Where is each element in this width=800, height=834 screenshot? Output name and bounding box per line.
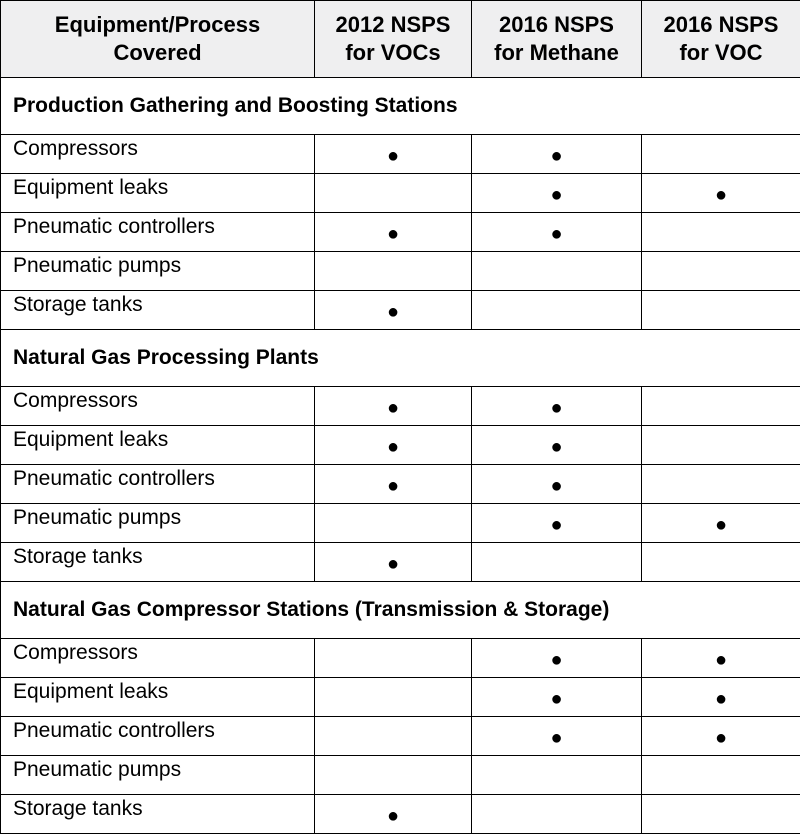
coverage-cell [472,678,642,717]
coverage-cell [472,543,642,582]
coverage-cell [472,795,642,834]
coverage-cell [472,213,642,252]
section-row [1,78,800,135]
table-row [1,387,800,426]
coverage-cell [472,426,642,465]
coverage-cell [642,174,800,213]
equipment-name: Equipment leaks [1,678,315,717]
equipment-name: Storage tanks [1,795,315,834]
bullet-mark-icon: ● [550,688,562,710]
equipment-name: Pneumatic controllers [1,717,315,756]
coverage-cell [642,543,800,582]
bullet-mark-icon: ● [550,475,562,497]
coverage-cell [642,639,800,678]
coverage-cell [315,795,472,834]
equipment-name: Compressors [1,135,315,174]
table-row [1,291,800,330]
bullet-mark-icon: ● [550,397,562,419]
coverage-cell [472,135,642,174]
coverage-cell [315,213,472,252]
table-row [1,678,800,717]
table-row [1,756,800,795]
table-row [1,639,800,678]
table-row [1,213,800,252]
coverage-cell [472,252,642,291]
coverage-cell [642,135,800,174]
coverage-cell [315,291,472,330]
bullet-mark-icon: ● [550,514,562,536]
coverage-cell [315,678,472,717]
coverage-cell [642,795,800,834]
coverage-cell [472,639,642,678]
table-row [1,795,800,834]
table-row [1,504,800,543]
table-row [1,135,800,174]
equipment-name: Pneumatic pumps [1,504,315,543]
bullet-mark-icon: ● [387,475,399,497]
bullet-mark-icon: ● [387,553,399,575]
bullet-mark-icon: ● [550,223,562,245]
coverage-cell [472,504,642,543]
coverage-cell [315,717,472,756]
coverage-cell [315,639,472,678]
coverage-cell [472,717,642,756]
bullet-mark-icon: ● [715,184,727,206]
coverage-cell [642,678,800,717]
bullet-mark-icon: ● [715,514,727,536]
equipment-name: Storage tanks [1,543,315,582]
bullet-mark-icon: ● [387,301,399,323]
table-row [1,426,800,465]
coverage-cell [642,387,800,426]
table-row [1,252,800,291]
table-row [1,174,800,213]
table-row [1,465,800,504]
header-equipment-process: Equipment/Process Covered [1,1,315,78]
coverage-cell [315,135,472,174]
coverage-cell [315,426,472,465]
coverage-cell [315,756,472,795]
bullet-mark-icon: ● [715,649,727,671]
equipment-name: Pneumatic pumps [1,756,315,795]
coverage-cell [315,387,472,426]
coverage-cell [472,387,642,426]
coverage-cell [472,465,642,504]
equipment-name: Compressors [1,639,315,678]
table-row [1,543,800,582]
bullet-mark-icon: ● [550,184,562,206]
bullet-mark-icon: ● [550,649,562,671]
table-row [1,717,800,756]
equipment-name: Pneumatic controllers [1,213,315,252]
coverage-cell [315,465,472,504]
bullet-mark-icon: ● [550,436,562,458]
coverage-cell [315,174,472,213]
bullet-mark-icon: ● [387,805,399,827]
equipment-name: Pneumatic pumps [1,252,315,291]
coverage-cell [642,717,800,756]
bullet-mark-icon: ● [387,397,399,419]
bullet-mark-icon: ● [387,436,399,458]
section-row [1,582,800,639]
coverage-cell [315,504,472,543]
header-row [1,1,800,78]
coverage-cell [642,426,800,465]
header-2016-nsps-voc: 2016 NSPS for VOC [642,1,800,78]
equipment-name: Equipment leaks [1,426,315,465]
bullet-mark-icon: ● [387,145,399,167]
bullet-mark-icon: ● [715,727,727,749]
section-title: Natural Gas Compressor Stations (Transmission & Storage) [1,582,800,639]
header-2016-nsps-methane: 2016 NSPS for Methane [472,1,642,78]
coverage-cell [472,291,642,330]
equipment-name: Storage tanks [1,291,315,330]
header-2012-nsps-vocs: 2012 NSPS for VOCs [315,1,472,78]
section-title: Natural Gas Processing Plants [1,330,800,387]
bullet-mark-icon: ● [387,223,399,245]
coverage-cell [642,504,800,543]
bullet-mark-icon: ● [550,727,562,749]
coverage-cell [642,465,800,504]
coverage-cell [315,252,472,291]
coverage-cell [642,213,800,252]
equipment-name: Equipment leaks [1,174,315,213]
coverage-cell [642,291,800,330]
coverage-cell [472,174,642,213]
equipment-name: Pneumatic controllers [1,465,315,504]
coverage-cell [642,756,800,795]
bullet-mark-icon: ● [715,688,727,710]
coverage-cell [472,756,642,795]
bullet-mark-icon: ● [550,145,562,167]
coverage-cell [315,543,472,582]
section-row [1,330,800,387]
coverage-cell [642,252,800,291]
equipment-name: Compressors [1,387,315,426]
section-title: Production Gathering and Boosting Stations [1,78,800,135]
